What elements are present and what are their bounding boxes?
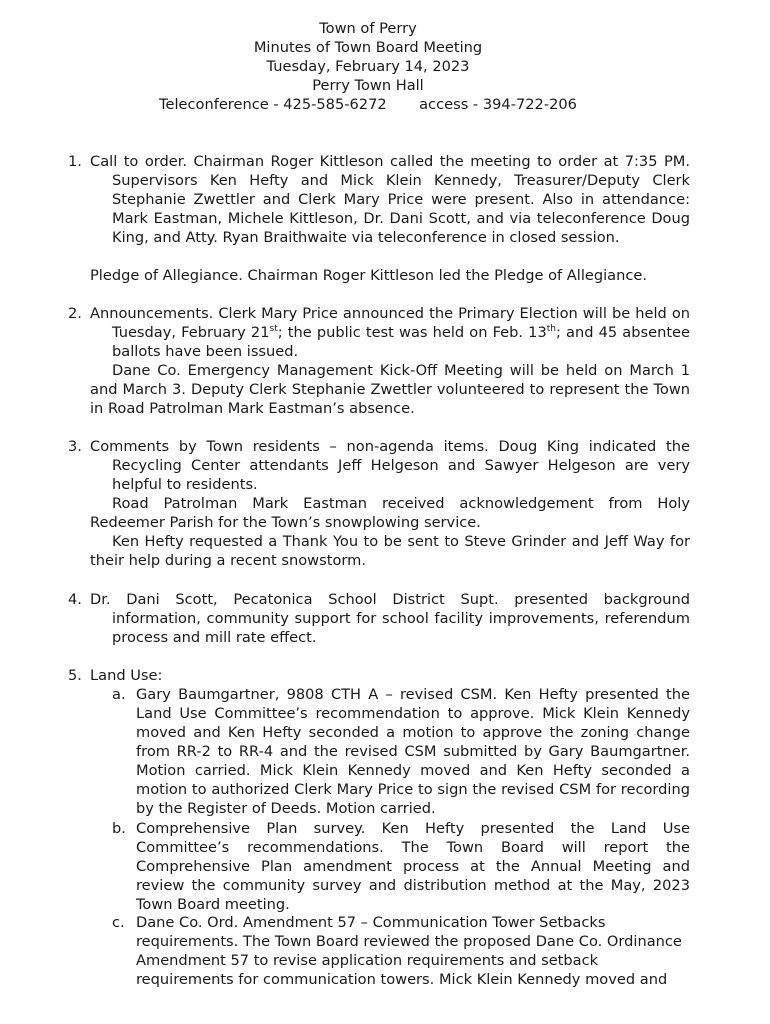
agenda-item-5: [68, 666, 690, 685]
item-number: 2.: [68, 305, 82, 322]
announcements-text: Announcements. Clerk Mary Price announced the Primary Election will be held on Tuesday, February 21st; the public test was held on Feb. 13th; and 45 absentee ballots have been issued.: [90, 305, 691, 360]
meeting-date: Tuesday, February 14, 2023: [266, 58, 470, 75]
agenda-item-4: [68, 590, 690, 647]
town-name: Town of Perry: [319, 20, 417, 37]
pledge-text: Pledge of Allegiance. Chairman Roger Kittleson led the Pledge of Allegiance.: [90, 267, 648, 284]
comments-text: Comments by Town residents – non-agenda items. Doug King indicated the Recycling Center attendants Jeff Helgeson and Sawyer Helgeson are very helpful to residents.: [90, 438, 690, 493]
teleconference-info: Teleconference - 425-585-6272 access - 394-722-206: [159, 96, 577, 113]
land-use-item-c: [112, 913, 690, 989]
agenda-item-2: [68, 304, 690, 418]
thank-you-text: Ken Hefty requested a Thank You to be sent to Steve Grinder and Jeff Way for their help during a recent snowstorm.: [90, 533, 690, 569]
document-header: [0, 19, 736, 114]
acknowledgement-text: Road Patrolman Mark Eastman received acknowledgement from Holy Redeemer Parish for the Town’s snowplowing service.: [90, 495, 690, 531]
land-use-title: Land Use:: [90, 667, 163, 684]
item-number: 4.: [68, 591, 82, 608]
sub-item-label: c.: [112, 914, 125, 931]
comprehensive-plan-text: Comprehensive Plan survey. Ken Hefty presented the Land Use Committee’s recommendations. The Town Board will report the Comprehensive Plan amendment process at the Annual Meeting and review the community survey and distribution method at the May, 2023 Town Board meeting.: [136, 820, 690, 913]
call-to-order-text: Call to order. Chairman Roger Kittleson called the meeting to order at 7:35 PM. Supervisors Ken Hefty and Mick Klein Kennedy, Treasurer/Deputy Clerk Stephanie Zwettler and Clerk Mary Price were present. Also in attendance: Mark Eastman, Michele Kittleson, Dr. Dani Scott, and via teleconference Doug King, and Atty. Ryan Braithwaite via teleconference in closed session.: [90, 153, 690, 246]
baumgartner-csm-text: Gary Baumgartner, 9808 CTH A – revised CSM. Ken Hefty presented the Land Use Committee’s recommendation to approve. Mick Klein Kennedy moved and Ken Hefty seconded a motion to approve the zoning change from RR-2 to RR-4 and the revised CSM submitted by Gary Baumgartner. Motion carried. Mick Klein Kennedy moved and Ken Hefty seconded a motion to authorized Clerk Mary Price to sign the revised CSM for recording by the Register of Deeds. Motion carried.: [136, 686, 690, 817]
school-district-text: Dr. Dani Scott, Pecatonica School District Supt. presented background information, community support for school facility improvements, referendum process and mill rate effect.: [90, 591, 690, 646]
land-use-item-b: [112, 819, 690, 914]
item-number: 1.: [68, 153, 82, 170]
pledge-paragraph: [68, 266, 690, 285]
land-use-item-a: [112, 685, 690, 818]
item-number: 3.: [68, 438, 82, 455]
tower-setbacks-text: Dane Co. Ord. Amendment 57 – Communication Tower Setbacks requirements. The Town Board reviewed the proposed Dane Co. Ordinance Amendment 57 to revise application requirements and setback requirements for communication towers. Mick Klein Kennedy moved and: [136, 914, 682, 988]
emergency-management-text: Dane Co. Emergency Management Kick-Off Meeting will be held on March 1 and March 3. Deputy Clerk Stephanie Zwettler volunteered to represent the Town in Road Patrolman Mark Eastman’s absence.: [90, 362, 690, 417]
agenda-item-3: [68, 437, 690, 570]
meeting-place: Perry Town Hall: [312, 77, 424, 94]
document-title: Minutes of Town Board Meeting: [253, 39, 483, 56]
sub-item-label: a.: [112, 686, 126, 703]
sub-item-label: b.: [112, 820, 126, 837]
item-number: 5.: [68, 667, 82, 684]
agenda-item-1: [68, 152, 690, 247]
